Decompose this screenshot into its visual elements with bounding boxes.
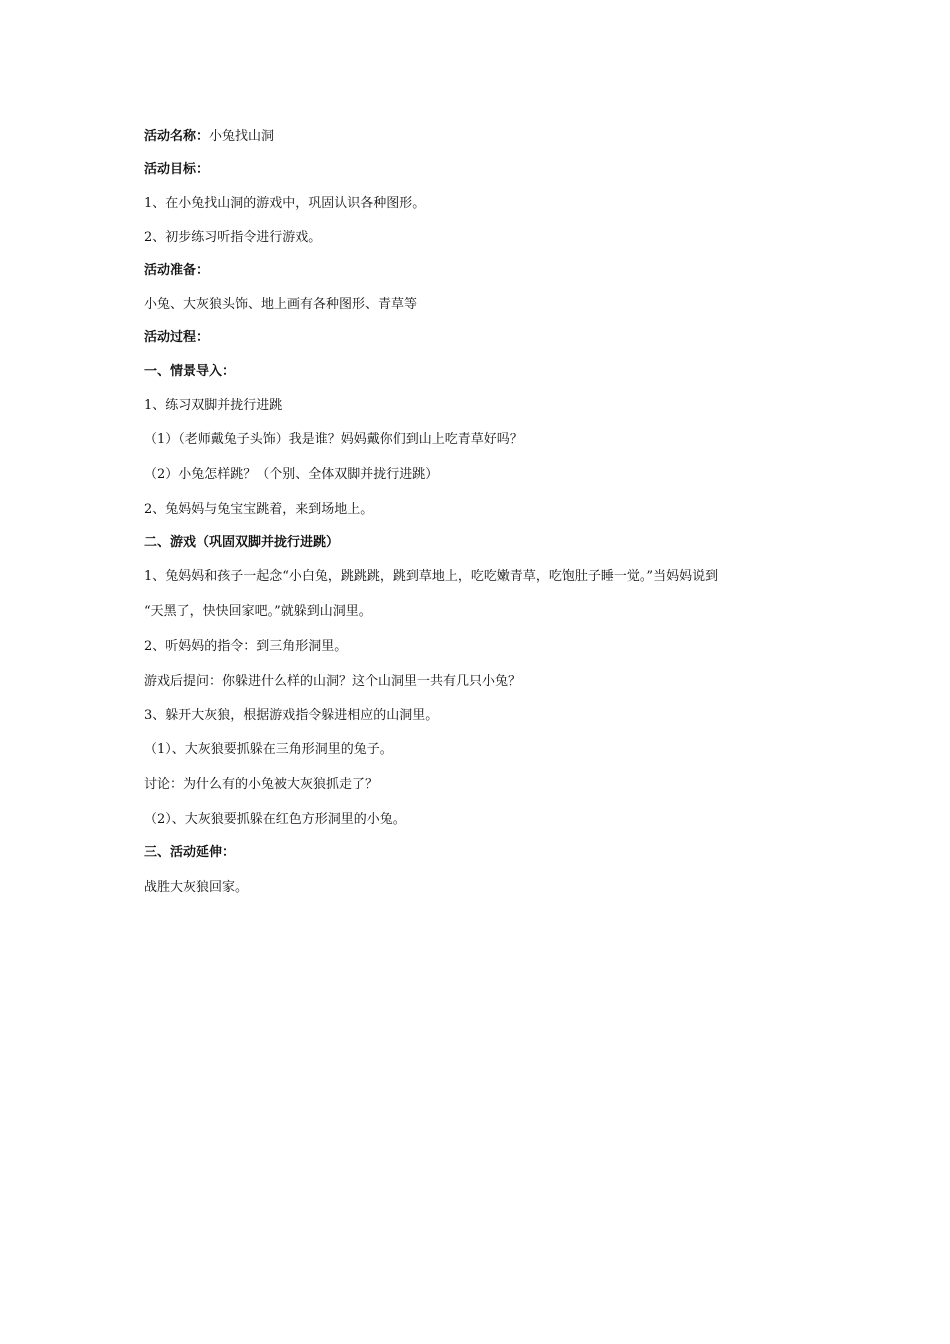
section-1-heading: 一、情景导入：: [144, 364, 236, 379]
section-2-item-2-question: 游戏后提问：你躲进什么样的山洞？这个山洞里一共有几只小兔？: [144, 674, 522, 689]
section-2-heading: 二、游戏（巩固双脚并拢行进跳）: [144, 535, 340, 550]
section-2-item-2: 2、听妈妈的指令：到三角形洞里。: [144, 639, 348, 654]
section-3-text: 战胜大灰狼回家。: [144, 880, 249, 895]
activity-name-line: [144, 127, 274, 147]
activity-name-value: 小兔找山洞: [209, 129, 275, 144]
section-2-item-3: 3、躲开大灰狼，根据游戏指令躲进相应的山洞里。: [144, 708, 439, 723]
section-1-item-1-sub-2: （2）小兔怎样跳？（个别、全体双脚并拢行进跳）: [144, 467, 439, 482]
section-1-item-2: 2、兔妈妈与兔宝宝跳着，来到场地上。: [144, 502, 374, 517]
goal-item-1: 1、在小兔找山洞的游戏中，巩固认识各种图形。: [144, 196, 426, 211]
prep-text: 小兔、大灰狼头饰、地上画有各种图形、青草等: [144, 297, 418, 312]
section-2-item-3-sub-1: （1）、大灰狼要抓躲在三角形洞里的兔子。: [144, 742, 393, 757]
section-2-item-1-line-2: “天黑了，快快回家吧。”就躲到山洞里。: [144, 604, 372, 619]
prep-heading: 活动准备：: [144, 263, 210, 278]
section-3-heading: 三、活动延伸：: [144, 845, 236, 860]
goals-heading: 活动目标：: [144, 162, 210, 177]
section-1-item-1-sub-1: （1）（老师戴兔子头饰）我是谁？妈妈戴你们到山上吃青草好吗？: [144, 432, 523, 447]
goal-item-2: 2、初步练习听指令进行游戏。: [144, 230, 322, 245]
section-1-item-1: 1、练习双脚并拢行进跳: [144, 398, 283, 413]
section-2-item-1-line-1: 1、兔妈妈和孩子一起念“小白兔，跳跳跳，跳到草地上，吃吃嫩青草，吃饱肚子睡一觉。”当妈妈说到: [144, 569, 719, 584]
section-2-item-3-discussion: 讨论：为什么有的小兔被大灰狼抓走了？: [144, 777, 379, 792]
process-heading: 活动过程：: [144, 330, 210, 345]
section-2-item-3-sub-2: （2）、大灰狼要抓躲在红色方形洞里的小兔。: [144, 812, 406, 827]
activity-name-label: 活动名称：: [144, 129, 210, 144]
